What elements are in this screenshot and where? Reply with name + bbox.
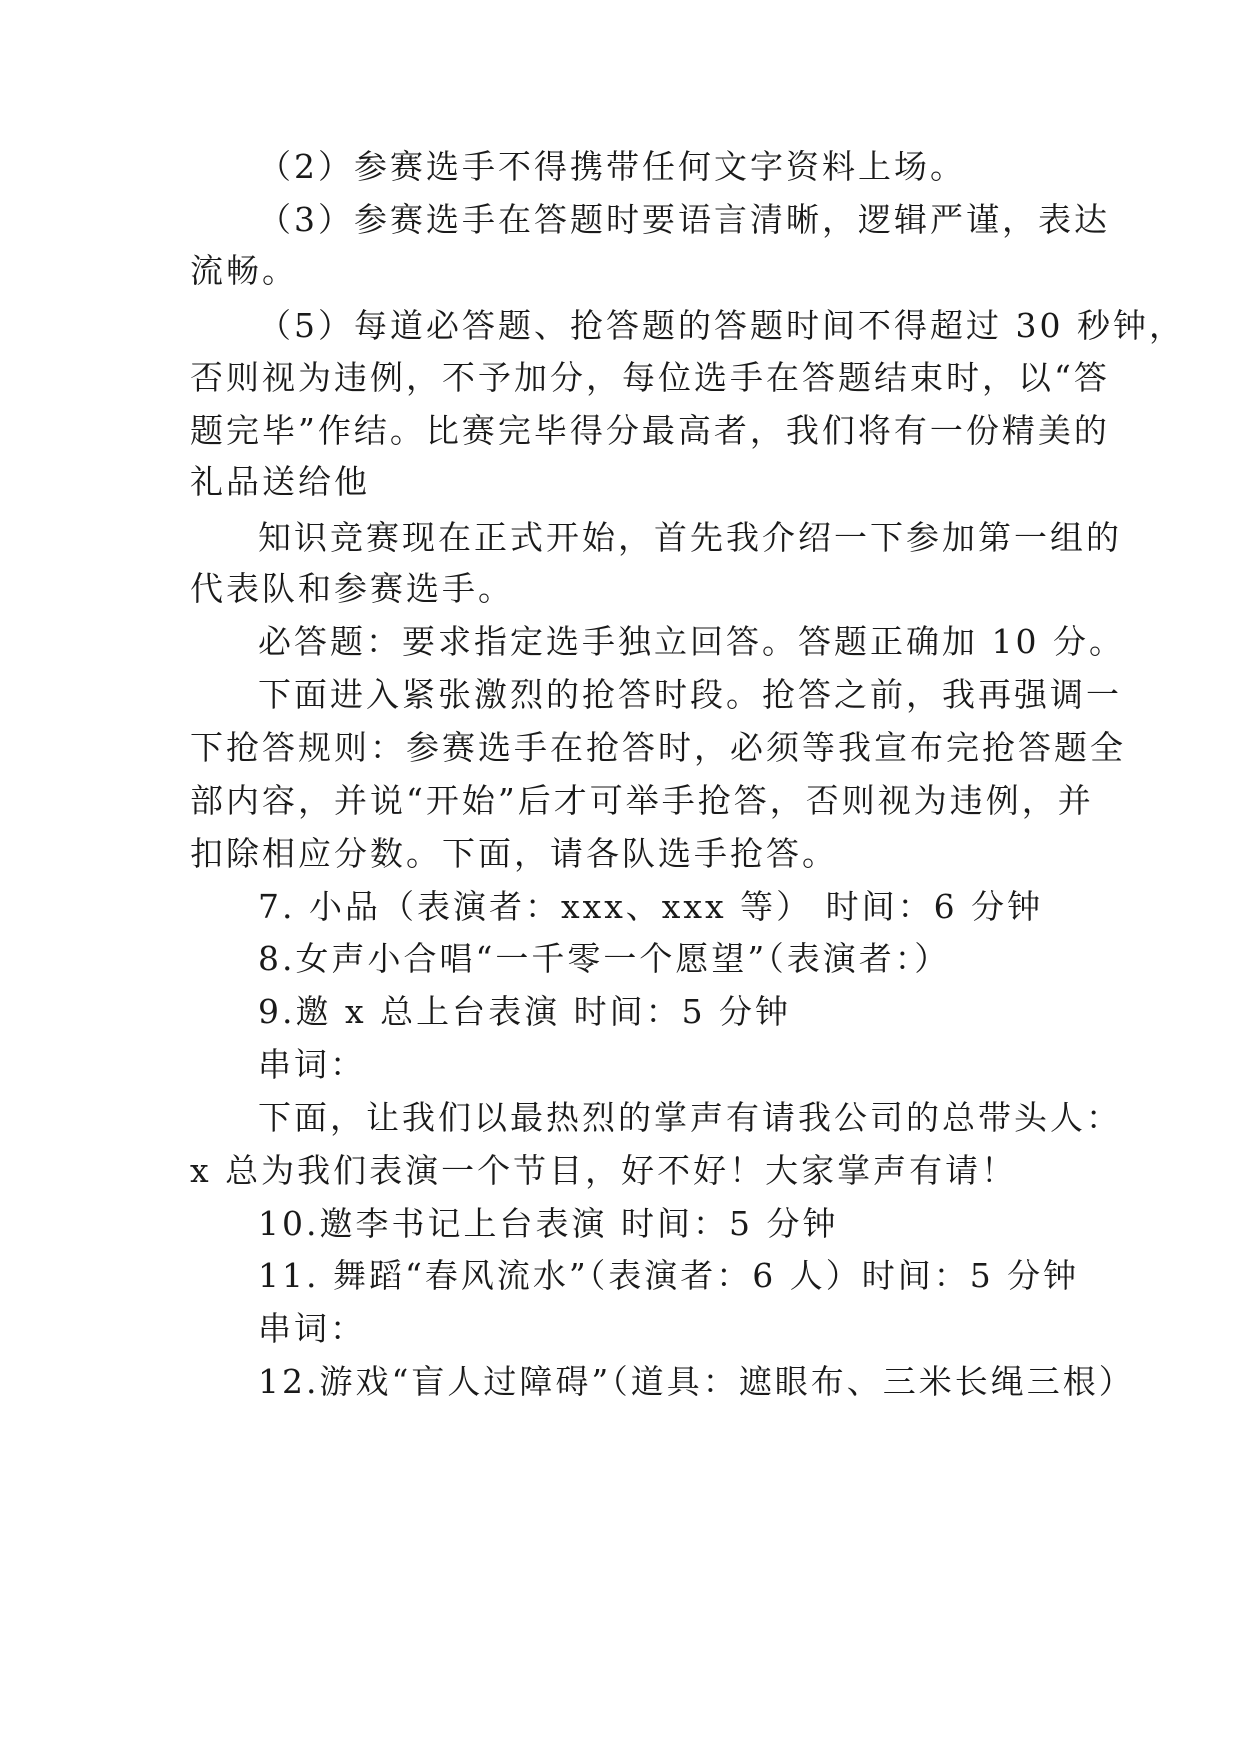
text-line: 必答题：要求指定选手独立回答。答题正确加 10 分。 xyxy=(258,622,1125,661)
text-line: 代表队和参赛选手。 xyxy=(190,569,514,608)
text-line: （3）参赛选手在答题时要语言清晰，逻辑严谨，表达 xyxy=(258,200,1110,239)
text-line: 礼品送给他 xyxy=(190,462,370,501)
text-line: x 总为我们表演一个节目，好不好！大家掌声有请！ xyxy=(190,1151,1018,1190)
text-line: 10.邀李书记上台表演 时间：5 分钟 xyxy=(258,1204,839,1243)
text-line: 题完毕”作结。比赛完毕得分最高者，我们将有一份精美的 xyxy=(190,411,1110,450)
text-line: 11. 舞蹈“春风流水”（表演者：6 人）时间：5 分钟 xyxy=(258,1256,1080,1295)
text-line: 串词： xyxy=(258,1309,366,1348)
text-line: 串词： xyxy=(258,1045,366,1084)
text-line: 9.邀 x 总上台表演 时间：5 分钟 xyxy=(258,992,792,1031)
text-line: （2）参赛选手不得携带任何文字资料上场。 xyxy=(258,147,966,186)
text-line: 部内容，并说“开始”后才可举手抢答，否则视为违例，并 xyxy=(190,781,1094,820)
text-line: 7. 小品（表演者：xxx、xxx 等） 时间：6 分钟 xyxy=(258,887,1044,926)
text-line: 8.女声小合唱“一千零一个愿望”（表演者：） xyxy=(258,939,951,978)
text-line: 12.游戏“盲人过障碍”（道具：遮眼布、三米长绳三根） xyxy=(258,1362,1135,1401)
text-line: 下抢答规则：参赛选手在抢答时，必须等我宣布完抢答题全 xyxy=(190,728,1126,767)
text-line: （5）每道必答题、抢答题的答题时间不得超过 30 秒钟， xyxy=(258,306,1185,345)
text-line: 知识竞赛现在正式开始，首先我介绍一下参加第一组的 xyxy=(258,518,1122,557)
text-line: 流畅。 xyxy=(190,251,298,290)
text-line: 下面，让我们以最热烈的掌声有请我公司的总带头人： xyxy=(258,1098,1122,1137)
text-line: 扣除相应分数。下面，请各队选手抢答。 xyxy=(190,834,838,873)
text-line: 下面进入紧张激烈的抢答时段。抢答之前，我再强调一 xyxy=(258,675,1122,714)
text-line: 否则视为违例，不予加分，每位选手在答题结束时，以“答 xyxy=(190,358,1110,397)
